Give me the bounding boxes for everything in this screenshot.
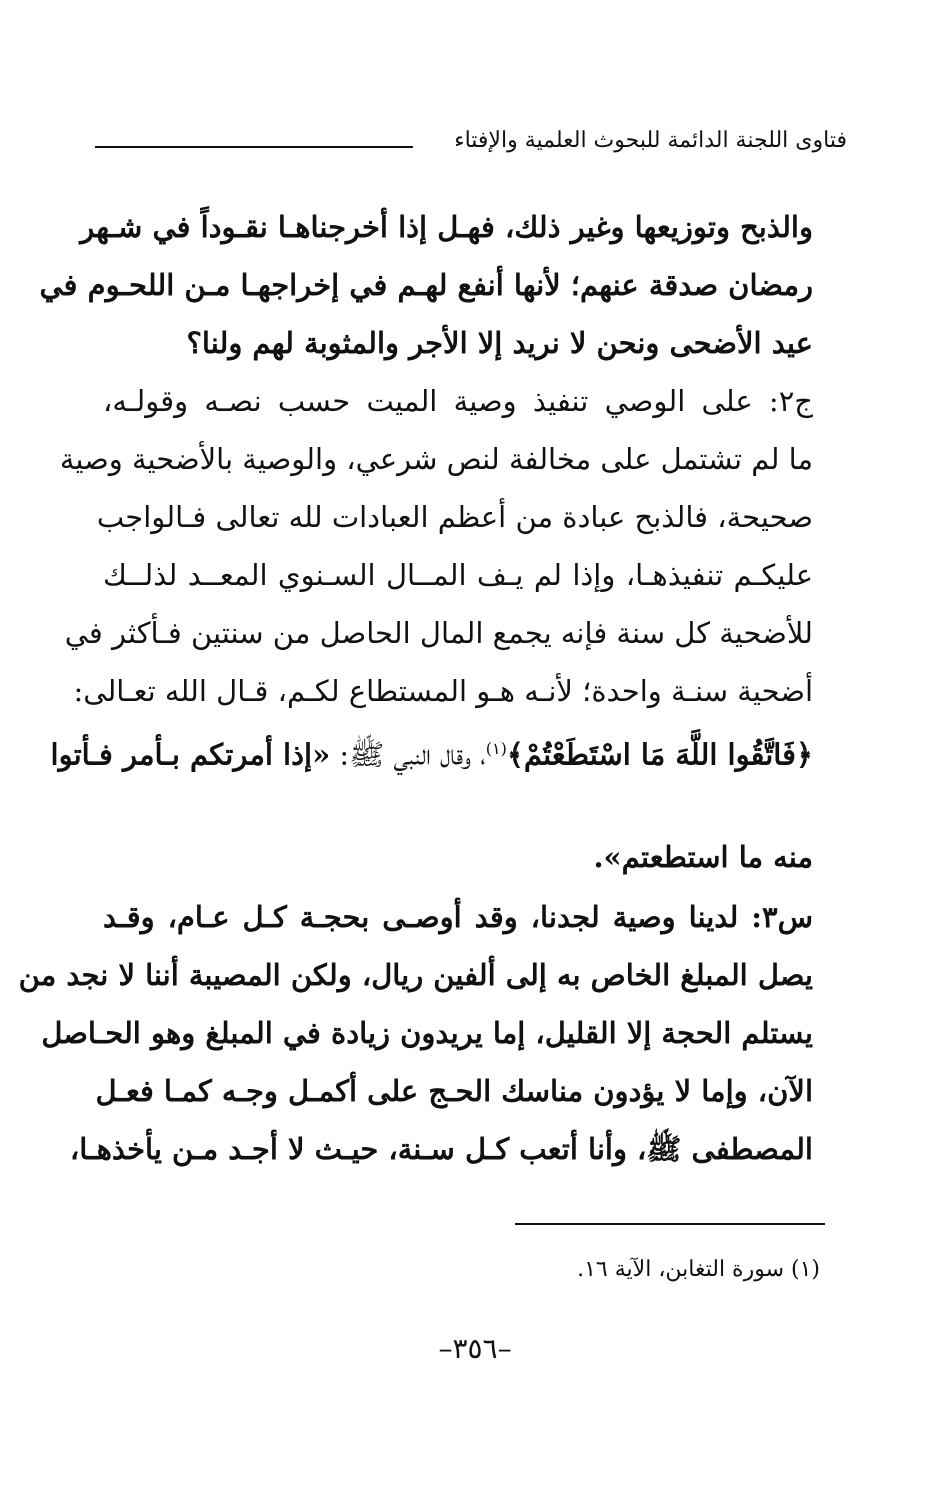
answer-line: ج٢: على الوصي تنفيذ وصية الميت حسب نصـه وقولـه،	[103, 384, 813, 418]
answer-line: عليكـم تنفيذهـا، وإذا لم يـف المــال السـنوي المعــد لذلــك	[103, 558, 813, 592]
footnote: (١) سورة التغابن، الآية ١٦.	[577, 1257, 820, 1282]
answer-line: للأضحية كل سنة فإنه يجمع المال الحاصل من سنتين فـأكثر في	[64, 616, 813, 650]
question3-line: الآن، وإما لا يؤدون مناسك الحـج على أكمـل وجـه كمـا فعـل	[95, 1074, 813, 1108]
hadith-start: «إذا أمرتكم بـأمر فـأتوا	[50, 737, 331, 772]
quran-hadith-line	[50, 720, 813, 778]
answer-line: أضحية سنـة واحدة؛ لأنـه هـو المستطاع لكـم، قـال الله تعـالى:	[73, 674, 813, 708]
question-line: رمضان صدقة عنهم؛ لأنها أنفع لهـم في إخراجهـا مـن اللحـوم في	[39, 268, 813, 302]
answer-line: صحيحة، فالذبح عبادة من أعظم العبادات لله تعالى فـالواجب	[96, 500, 813, 534]
running-header	[95, 122, 847, 162]
prophet-saying-intro: ، وقال النبي ﷺ:	[330, 737, 486, 772]
header-title: فتاوى اللجنة الدائمة للبحوث العلمية والإفتاء	[454, 128, 847, 153]
quran-verse: ﴿فَاتَّقُوا اللَّهَ مَا اسْتَطَعْتُمْ﴾	[506, 737, 813, 772]
question3-line: المصطفى ﷺ، وأنا أتعب كـل سـنة، حيـث لا أجـد مـن يأخذهـا،	[69, 1132, 813, 1166]
question3-line: يصل المبلغ الخاص به إلى ألفين ريال، ولكن المصيبة أننا لا نجد من	[18, 958, 813, 992]
page-number: –٣٥٦–	[438, 1332, 512, 1365]
answer-line: ما لم تشتمل على مخالفة لنص شرعي، والوصية بالأضحية وصية	[59, 442, 813, 476]
question3-line: س٣: لدينا وصية لجدنا، وقد أوصـى بحجـة كـل عـام، وقـد	[103, 900, 813, 934]
question3-line: يستلم الحجة إلا القليل، إما يريدون زيادة في المبلغ وهو الحـاصل	[41, 1016, 813, 1050]
question-line: عيد الأضحى ونحن لا نريد إلا الأجر والمثوبة لهم ولنا؟	[186, 326, 813, 360]
question-line: والذبح وتوزيعها وغير ذلك، فهـل إذا أخرجناهـا نقـوداً في شـهر	[80, 210, 813, 244]
hadith-end: منه ما استطعتم».	[593, 840, 813, 874]
footnote-rule	[515, 1223, 825, 1225]
header-rule	[95, 146, 413, 148]
footnote-mark: (١)	[485, 739, 507, 758]
